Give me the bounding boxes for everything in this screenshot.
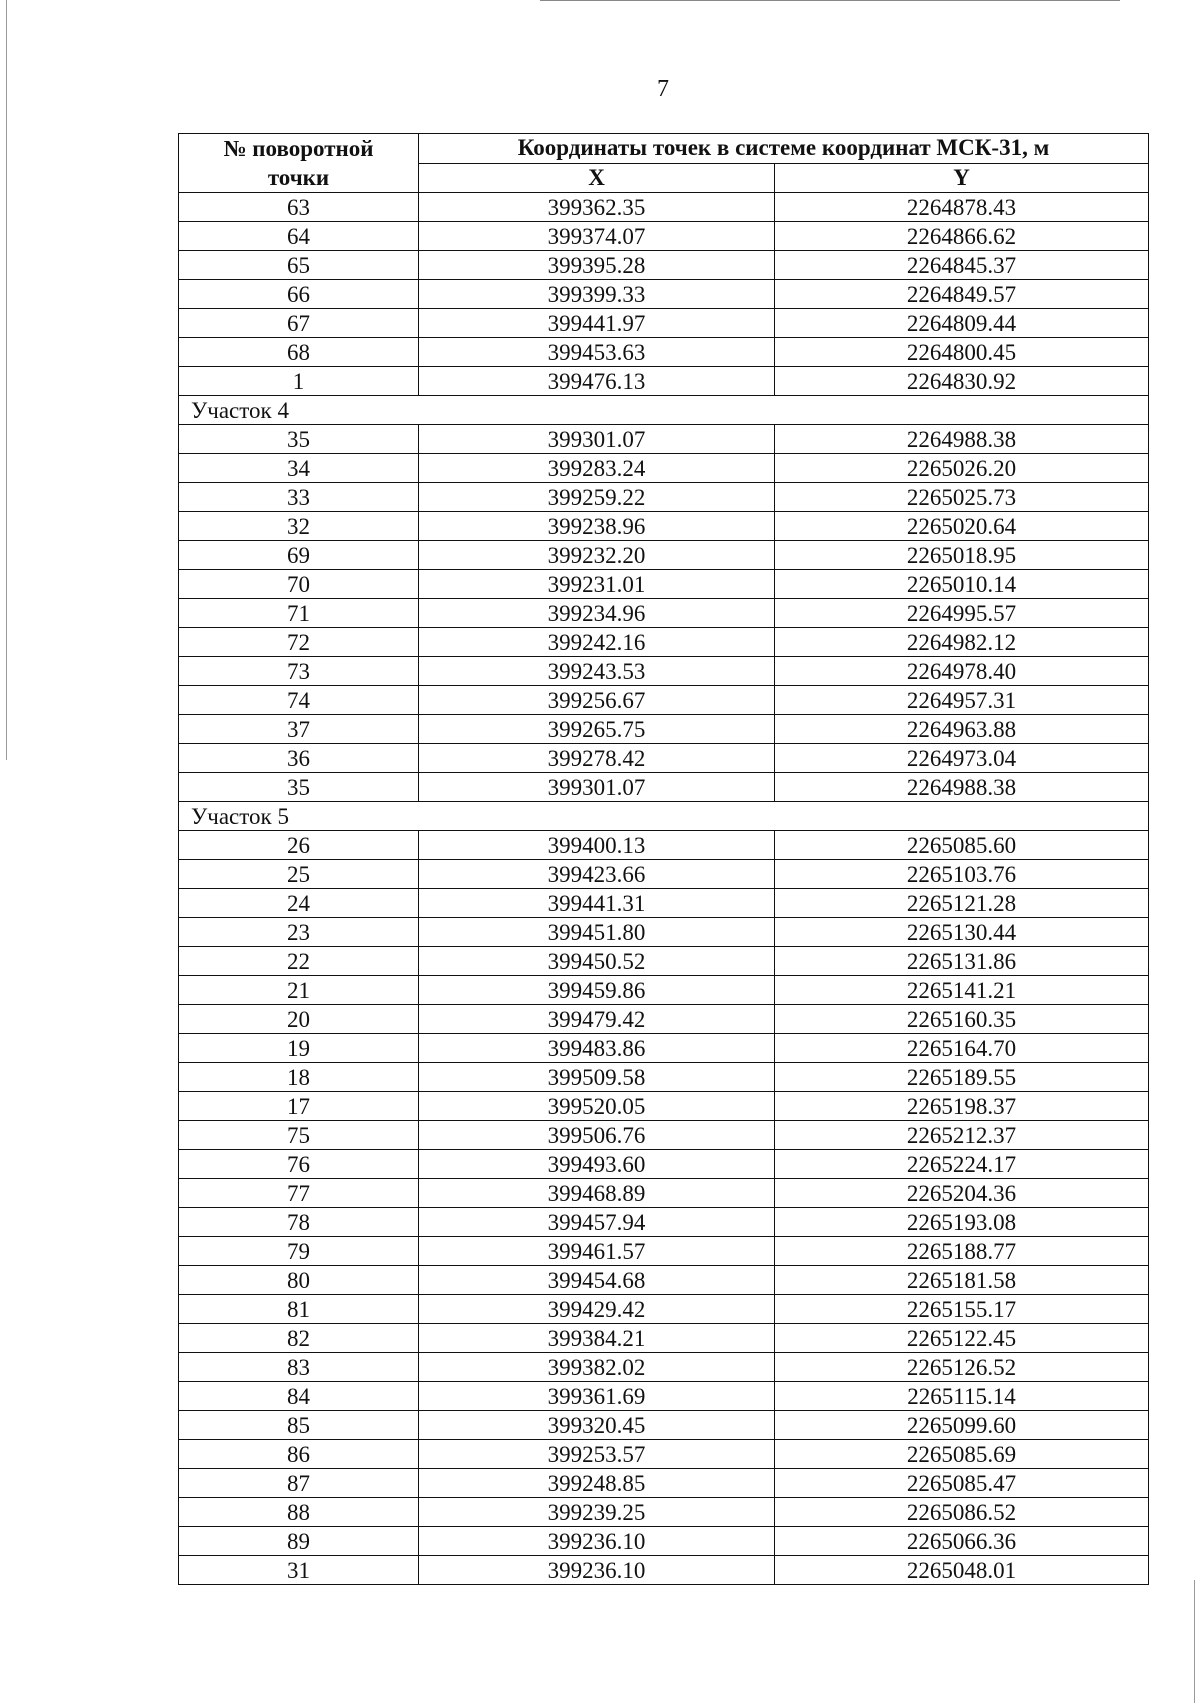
- point-number-cell: 35: [179, 425, 419, 454]
- y-coordinate-cell: 2265204.36: [775, 1179, 1149, 1208]
- y-coordinate-cell: 2264978.40: [775, 657, 1149, 686]
- point-number-cell: 76: [179, 1150, 419, 1179]
- x-coordinate-cell: 399374.07: [419, 222, 775, 251]
- y-coordinate-cell: 2265099.60: [775, 1411, 1149, 1440]
- table-row: [179, 1527, 1149, 1556]
- y-coordinate-cell: 2265212.37: [775, 1121, 1149, 1150]
- x-coordinate-cell: 399483.86: [419, 1034, 775, 1063]
- section-row: [179, 802, 1149, 831]
- point-number-cell: 20: [179, 1005, 419, 1034]
- x-coordinate-cell: 399236.10: [419, 1527, 775, 1556]
- table-row: [179, 744, 1149, 773]
- y-coordinate-cell: 2264800.45: [775, 338, 1149, 367]
- table-row: [179, 1324, 1149, 1353]
- table-row: [179, 1411, 1149, 1440]
- point-number-cell: 63: [179, 193, 419, 222]
- point-number-cell: 17: [179, 1092, 419, 1121]
- table-row: [179, 1266, 1149, 1295]
- table-row: [179, 483, 1149, 512]
- y-coordinate-cell: 2265141.21: [775, 976, 1149, 1005]
- x-coordinate-cell: 399509.58: [419, 1063, 775, 1092]
- y-coordinate-cell: 2265066.36: [775, 1527, 1149, 1556]
- x-coordinate-cell: 399459.86: [419, 976, 775, 1005]
- coordinates-table: [178, 133, 1149, 1585]
- point-number-cell: 78: [179, 1208, 419, 1237]
- table-row: [179, 1498, 1149, 1527]
- x-coordinate-cell: 399248.85: [419, 1469, 775, 1498]
- table-row: [179, 425, 1149, 454]
- y-coordinate-cell: 2264957.31: [775, 686, 1149, 715]
- point-number-cell: 84: [179, 1382, 419, 1411]
- y-coordinate-cell: 2264809.44: [775, 309, 1149, 338]
- table-row: [179, 1092, 1149, 1121]
- table-row: [179, 1063, 1149, 1092]
- section-title: Участок 4: [179, 396, 1149, 425]
- y-coordinate-cell: 2264973.04: [775, 744, 1149, 773]
- y-coordinate-cell: 2265025.73: [775, 483, 1149, 512]
- point-number-cell: 1: [179, 367, 419, 396]
- point-number-cell: 71: [179, 599, 419, 628]
- table-row: [179, 512, 1149, 541]
- y-coordinate-cell: 2265160.35: [775, 1005, 1149, 1034]
- table-row: [179, 367, 1149, 396]
- y-coordinate-cell: 2264988.38: [775, 425, 1149, 454]
- x-coordinate-cell: 399395.28: [419, 251, 775, 280]
- x-coordinate-cell: 399384.21: [419, 1324, 775, 1353]
- y-coordinate-cell: 2264830.92: [775, 367, 1149, 396]
- table-row: [179, 918, 1149, 947]
- table-row: [179, 570, 1149, 599]
- table-row: [179, 1034, 1149, 1063]
- scan-edge-right: [1194, 1580, 1195, 1703]
- x-column-header: X: [419, 163, 775, 193]
- point-number-cell: 22: [179, 947, 419, 976]
- x-coordinate-cell: 399265.75: [419, 715, 775, 744]
- point-number-cell: 77: [179, 1179, 419, 1208]
- x-coordinate-cell: 399234.96: [419, 599, 775, 628]
- point-number-cell: 70: [179, 570, 419, 599]
- table-row: [179, 599, 1149, 628]
- point-number-cell: 65: [179, 251, 419, 280]
- x-coordinate-cell: 399283.24: [419, 454, 775, 483]
- x-coordinate-cell: 399451.80: [419, 918, 775, 947]
- table-row: [179, 338, 1149, 367]
- x-coordinate-cell: 399450.52: [419, 947, 775, 976]
- point-number-cell: 82: [179, 1324, 419, 1353]
- x-coordinate-cell: 399454.68: [419, 1266, 775, 1295]
- point-number-cell: 33: [179, 483, 419, 512]
- point-number-cell: 19: [179, 1034, 419, 1063]
- point-number-cell: 23: [179, 918, 419, 947]
- x-coordinate-cell: 399278.42: [419, 744, 775, 773]
- page-number: 7: [657, 76, 669, 102]
- point-number-cell: 25: [179, 860, 419, 889]
- table-row: [179, 1469, 1149, 1498]
- y-coordinate-cell: 2265085.47: [775, 1469, 1149, 1498]
- table-row: [179, 686, 1149, 715]
- point-number-cell: 85: [179, 1411, 419, 1440]
- table-row: [179, 657, 1149, 686]
- point-number-cell: 68: [179, 338, 419, 367]
- scan-edge-left: [6, 0, 7, 760]
- y-coordinate-cell: 2265126.52: [775, 1353, 1149, 1382]
- table-row: [179, 1237, 1149, 1266]
- point-number-cell: 37: [179, 715, 419, 744]
- x-coordinate-cell: 399479.42: [419, 1005, 775, 1034]
- y-coordinate-cell: 2264866.62: [775, 222, 1149, 251]
- table-row: [179, 541, 1149, 570]
- x-coordinate-cell: 399423.66: [419, 860, 775, 889]
- y-coordinate-cell: 2265020.64: [775, 512, 1149, 541]
- y-coordinate-cell: 2264845.37: [775, 251, 1149, 280]
- x-coordinate-cell: 399243.53: [419, 657, 775, 686]
- point-number-cell: 69: [179, 541, 419, 570]
- y-coordinate-cell: 2264988.38: [775, 773, 1149, 802]
- table-row: [179, 251, 1149, 280]
- x-coordinate-cell: 399453.63: [419, 338, 775, 367]
- point-column-header: [179, 134, 419, 193]
- table-row: [179, 976, 1149, 1005]
- y-coordinate-cell: 2265085.69: [775, 1440, 1149, 1469]
- x-coordinate-cell: 399429.42: [419, 1295, 775, 1324]
- x-coordinate-cell: 399520.05: [419, 1092, 775, 1121]
- point-number-cell: 88: [179, 1498, 419, 1527]
- x-coordinate-cell: 399256.67: [419, 686, 775, 715]
- y-coordinate-cell: 2265115.14: [775, 1382, 1149, 1411]
- y-coordinate-cell: 2265122.45: [775, 1324, 1149, 1353]
- x-coordinate-cell: 399476.13: [419, 367, 775, 396]
- x-coordinate-cell: 399441.31: [419, 889, 775, 918]
- point-number-cell: 36: [179, 744, 419, 773]
- point-number-cell: 21: [179, 976, 419, 1005]
- table-row: [179, 454, 1149, 483]
- table-row: [179, 715, 1149, 744]
- x-coordinate-cell: 399253.57: [419, 1440, 775, 1469]
- x-coordinate-cell: 399236.10: [419, 1556, 775, 1585]
- point-number-cell: 18: [179, 1063, 419, 1092]
- point-number-cell: 26: [179, 831, 419, 860]
- y-coordinate-cell: 2265155.17: [775, 1295, 1149, 1324]
- y-coordinate-cell: 2265085.60: [775, 831, 1149, 860]
- y-coordinate-cell: 2265103.76: [775, 860, 1149, 889]
- table-body: [179, 193, 1149, 1585]
- point-number-cell: 83: [179, 1353, 419, 1382]
- y-coordinate-cell: 2265026.20: [775, 454, 1149, 483]
- y-coordinate-cell: 2265224.17: [775, 1150, 1149, 1179]
- point-number-cell: 72: [179, 628, 419, 657]
- table-row: [179, 831, 1149, 860]
- y-coordinate-cell: 2265086.52: [775, 1498, 1149, 1527]
- y-coordinate-cell: 2265181.58: [775, 1266, 1149, 1295]
- x-coordinate-cell: 399320.45: [419, 1411, 775, 1440]
- table-row: [179, 1440, 1149, 1469]
- point-number-cell: 64: [179, 222, 419, 251]
- point-number-cell: 81: [179, 1295, 419, 1324]
- x-coordinate-cell: 399461.57: [419, 1237, 775, 1266]
- point-number-cell: 80: [179, 1266, 419, 1295]
- x-coordinate-cell: 399468.89: [419, 1179, 775, 1208]
- table-row: [179, 1353, 1149, 1382]
- x-coordinate-cell: 399232.20: [419, 541, 775, 570]
- table-row: [179, 280, 1149, 309]
- table-row: [179, 1150, 1149, 1179]
- table-row: [179, 860, 1149, 889]
- table-row: [179, 1295, 1149, 1324]
- table-row: [179, 947, 1149, 976]
- point-number-cell: 86: [179, 1440, 419, 1469]
- y-coordinate-cell: 2264982.12: [775, 628, 1149, 657]
- point-number-cell: 87: [179, 1469, 419, 1498]
- x-coordinate-cell: 399361.69: [419, 1382, 775, 1411]
- section-row: [179, 396, 1149, 425]
- coordinates-header: Координаты точек в системе координат МСК-31, м: [419, 134, 1149, 164]
- x-coordinate-cell: 399239.25: [419, 1498, 775, 1527]
- table-row: [179, 1556, 1149, 1585]
- point-number-cell: 31: [179, 1556, 419, 1585]
- table-row: [179, 1179, 1149, 1208]
- table-row: [179, 773, 1149, 802]
- point-column-header-line2: точки: [267, 165, 330, 190]
- y-column-header: Y: [775, 163, 1149, 193]
- point-number-cell: 89: [179, 1527, 419, 1556]
- table-row: [179, 1005, 1149, 1034]
- x-coordinate-cell: 399301.07: [419, 773, 775, 802]
- point-number-cell: 24: [179, 889, 419, 918]
- x-coordinate-cell: 399301.07: [419, 425, 775, 454]
- y-coordinate-cell: 2264963.88: [775, 715, 1149, 744]
- y-coordinate-cell: 2265164.70: [775, 1034, 1149, 1063]
- x-coordinate-cell: 399457.94: [419, 1208, 775, 1237]
- x-coordinate-cell: 399382.02: [419, 1353, 775, 1382]
- table-row: [179, 628, 1149, 657]
- point-number-cell: 66: [179, 280, 419, 309]
- point-number-cell: 35: [179, 773, 419, 802]
- point-number-cell: 74: [179, 686, 419, 715]
- table-row: [179, 193, 1149, 222]
- scan-edge-top: [540, 0, 1120, 1]
- y-coordinate-cell: 2264878.43: [775, 193, 1149, 222]
- x-coordinate-cell: 399400.13: [419, 831, 775, 860]
- y-coordinate-cell: 2265121.28: [775, 889, 1149, 918]
- x-coordinate-cell: 399231.01: [419, 570, 775, 599]
- y-coordinate-cell: 2265131.86: [775, 947, 1149, 976]
- y-coordinate-cell: 2265010.14: [775, 570, 1149, 599]
- x-coordinate-cell: 399362.35: [419, 193, 775, 222]
- y-coordinate-cell: 2265188.77: [775, 1237, 1149, 1266]
- point-number-cell: 32: [179, 512, 419, 541]
- table-row: [179, 1121, 1149, 1150]
- x-coordinate-cell: 399259.22: [419, 483, 775, 512]
- table-row: [179, 309, 1149, 338]
- point-number-cell: 79: [179, 1237, 419, 1266]
- y-coordinate-cell: 2265198.37: [775, 1092, 1149, 1121]
- point-number-cell: 73: [179, 657, 419, 686]
- table-row: [179, 1382, 1149, 1411]
- table-header: [179, 134, 1149, 193]
- table-row: [179, 1208, 1149, 1237]
- y-coordinate-cell: 2265193.08: [775, 1208, 1149, 1237]
- point-number-cell: 67: [179, 309, 419, 338]
- y-coordinate-cell: 2265189.55: [775, 1063, 1149, 1092]
- x-coordinate-cell: 399506.76: [419, 1121, 775, 1150]
- x-coordinate-cell: 399242.16: [419, 628, 775, 657]
- table-row: [179, 889, 1149, 918]
- y-coordinate-cell: 2264849.57: [775, 280, 1149, 309]
- point-number-cell: 34: [179, 454, 419, 483]
- point-column-header-line1: № поворотной: [223, 136, 374, 161]
- x-coordinate-cell: 399493.60: [419, 1150, 775, 1179]
- point-number-cell: 75: [179, 1121, 419, 1150]
- y-coordinate-cell: 2265048.01: [775, 1556, 1149, 1585]
- y-coordinate-cell: 2265018.95: [775, 541, 1149, 570]
- x-coordinate-cell: 399441.97: [419, 309, 775, 338]
- section-title: Участок 5: [179, 802, 1149, 831]
- x-coordinate-cell: 399399.33: [419, 280, 775, 309]
- y-coordinate-cell: 2264995.57: [775, 599, 1149, 628]
- table-row: [179, 222, 1149, 251]
- y-coordinate-cell: 2265130.44: [775, 918, 1149, 947]
- x-coordinate-cell: 399238.96: [419, 512, 775, 541]
